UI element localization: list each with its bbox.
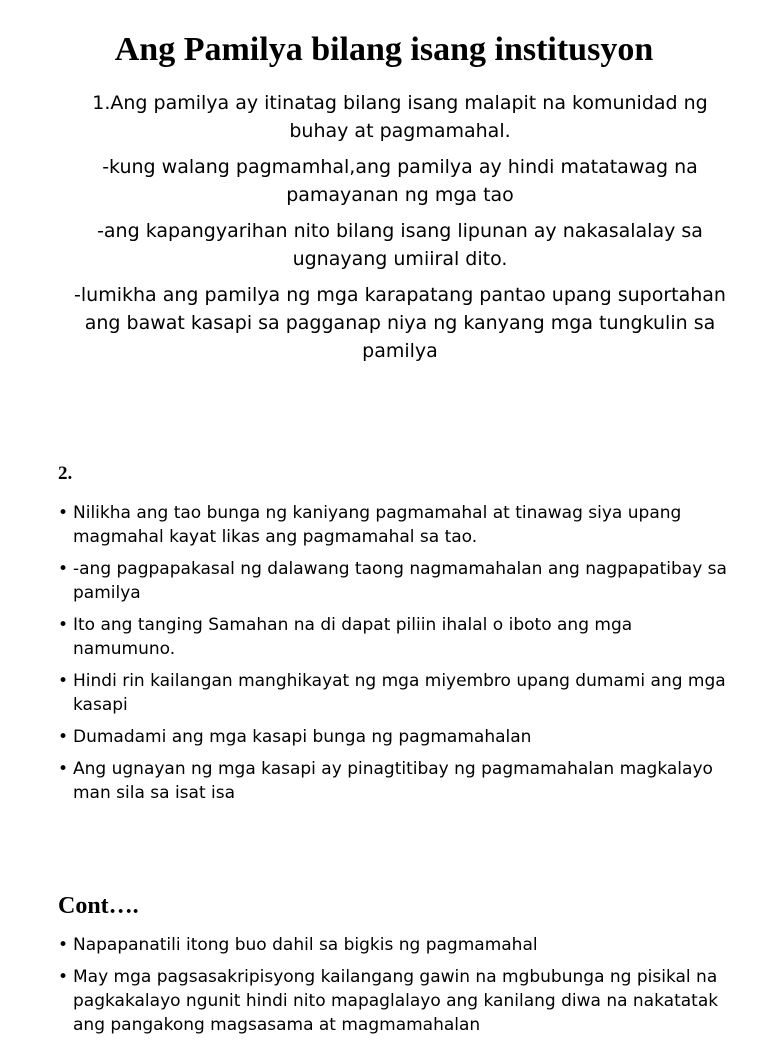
list-item-text: May mga pagsasakripisyong kailangang gawin na mgbubunga ng pisikal na pagkakalayo ngunit hindi nito mapaglalayo ang kanilang diwa na nakatatak ang pangakong magsasama at magmamahalan	[73, 967, 719, 1035]
bullet-marker: •	[58, 727, 69, 747]
section-1-body	[70, 89, 730, 373]
list-item	[58, 557, 738, 605]
section-2-list	[58, 501, 738, 813]
section-1-paragraph: 1.Ang pamilya ay itinatag bilang isang malapit na komunidad ng buhay at pagmamahal.	[92, 92, 708, 142]
bullet-marker: •	[58, 615, 69, 635]
section-3-heading: Cont….	[58, 893, 139, 919]
list-item-text: Hindi rin kailangan manghikayat ng mga miyembro upang dumami ang mga kasapi	[73, 671, 726, 715]
bullet-marker: •	[58, 671, 69, 691]
list-item	[58, 933, 738, 957]
section-1-paragraph: -lumikha ang pamilya ng mga karapatang pantao upang suportahan ang bawat kasapi sa pagganap niya ng kanyang mga tungkulin sa pamilya	[74, 284, 726, 362]
section-2-heading: 2.	[58, 463, 73, 484]
list-item-text: -ang pagpapakasal ng dalawang taong nagmamahalan ang nagpapatibay sa pamilya	[73, 559, 727, 603]
bullet-marker: •	[58, 503, 69, 523]
list-item	[58, 725, 738, 749]
list-item	[58, 669, 738, 717]
bullet-marker: •	[58, 935, 69, 955]
page-title: Ang Pamilya bilang isang institusyon	[114, 31, 654, 68]
list-item	[58, 501, 738, 549]
list-item-text: Dumadami ang mga kasapi bunga ng pagmamahalan	[73, 727, 532, 747]
list-item	[58, 613, 738, 661]
bullet-marker: •	[58, 759, 69, 779]
list-item-text: Ang ugnayan ng mga kasapi ay pinagtitibay ng pagmamahalan magkalayo man sila sa isat isa	[73, 759, 713, 803]
list-item	[58, 757, 738, 805]
list-item-text: Ito ang tanging Samahan na di dapat piliin ihalal o iboto ang mga namumuno.	[73, 615, 633, 659]
section-3-list	[58, 933, 738, 1045]
bullet-marker: •	[58, 967, 69, 987]
section-1-paragraph: -ang kapangyarihan nito bilang isang lipunan ay nakasalalay sa ugnayang umiiral dito.	[97, 220, 703, 270]
list-item-text: Nilikha ang tao bunga ng kaniyang pagmamahal at tinawag siya upang magmahal kayat likas ang pagmamahal sa tao.	[73, 503, 682, 547]
bullet-marker: •	[58, 559, 69, 579]
list-item	[58, 965, 738, 1037]
list-item-text: Napapanatili itong buo dahil sa bigkis ng pagmamahal	[73, 935, 538, 955]
section-1-paragraph: -kung walang pagmamhal,ang pamilya ay hindi matatawag na pamayanan ng mga tao	[102, 156, 698, 206]
